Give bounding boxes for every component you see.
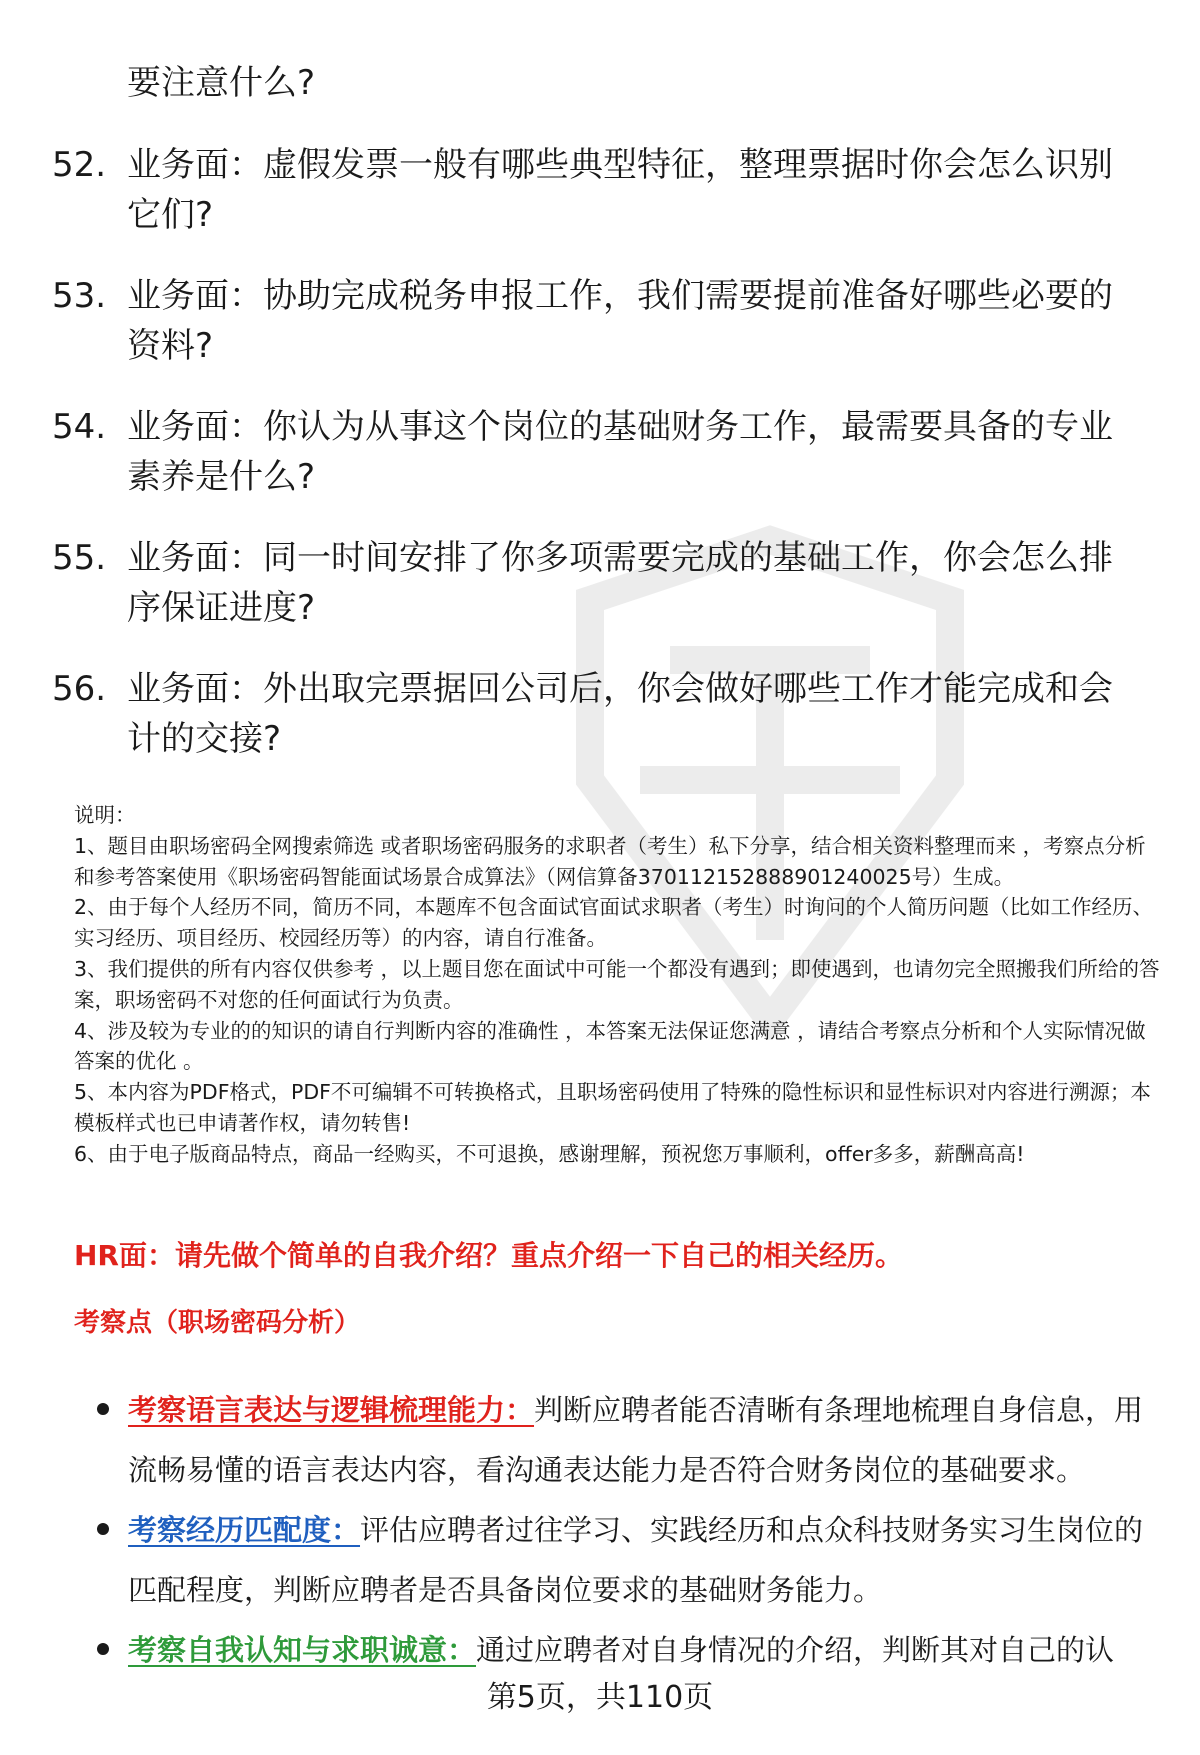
note-item: 4、涉及较为专业的的知识的请自行判断内容的准确性 ，本答案无法保证您满意 ，请结合考察点分析和个人实际情况做答案的优化 。: [74, 1018, 1146, 1074]
note-item: 6、由于电子版商品特点，商品一经购买，不可退换，感谢理解，预祝您万事顺利，offer多多，薪酬高高!: [74, 1141, 1025, 1166]
question-number: 53.: [52, 276, 107, 316]
question-item: [0, 140, 1200, 240]
question-number: 52.: [52, 145, 107, 185]
analysis-point: [0, 1620, 1148, 1680]
bullet-icon: [97, 1643, 109, 1655]
question-number: 56.: [52, 669, 107, 709]
note-item: 3、我们提供的所有内容仅供参考 ，以上题目您在面试中可能一个都没有遇到；即使遇到，也请勿完全照搬我们所给的答案，职场密码不对您的任何面试行为负责。: [74, 956, 1160, 1012]
note-item: 2、由于每个人经历不同，简历不同，本题库不包含面试官面试求职者（考生）时询问的个人简历问题（比如工作经历、实习经历、项目经历、校园经历等）的内容，请自行准备。: [74, 895, 1154, 951]
analysis-point: [0, 1500, 1148, 1620]
point-keyword: 考察自我认知与求职诚意：: [128, 1633, 477, 1667]
question-text: 业务面：同一时间安排了你多项需要完成的基础工作，你会怎么排序保证进度?: [127, 538, 1113, 628]
question-number: 54.: [52, 407, 107, 447]
notes-title: 说明：: [74, 803, 136, 827]
bullet-icon: [97, 1403, 109, 1415]
point-keyword: 考察语言表达与逻辑梳理能力：: [128, 1393, 535, 1427]
point-keyword: 考察经历匹配度：: [128, 1513, 361, 1547]
question-continuation: 要注意什么?: [127, 63, 316, 103]
question-item: [0, 402, 1200, 502]
page-footer: 第5页，共110页: [486, 1680, 714, 1715]
question-text: 业务面：协助完成税务申报工作，我们需要提前准备好哪些必要的资料?: [127, 276, 1113, 366]
disclaimer-notes: [74, 800, 1164, 1170]
point-text: 判断应聘者能否清晰有条理地梳理自身信息，用流畅易懂的语言表达内容，看沟通表达能力是否符合财务岗位的基础要求。: [128, 1393, 1144, 1487]
point-text: 通过应聘者对自身情况的介绍，判断其对自己的认: [476, 1633, 1115, 1667]
question-text: 业务面：你认为从事这个岗位的基础财务工作，最需要具备的专业素养是什么?: [127, 407, 1113, 497]
question-item: [0, 271, 1200, 371]
point-text: 评估应聘者过往学习、实践经历和点众科技财务实习生岗位的匹配程度，判断应聘者是否具备岗位要求的基础财务能力。: [128, 1513, 1144, 1607]
analysis-heading: 考察点（职场密码分析）: [74, 1308, 361, 1338]
note-item: 1、题目由职场密码全网搜索筛选 或者职场密码服务的求职者（考生）私下分享，结合相关资料整理而来 ，考察点分析和参考答案使用《职场密码智能面试场景合成算法》（网信算备370112152888901240025号）生成。: [74, 833, 1146, 889]
question-number: 55.: [52, 538, 107, 578]
analysis-point: [0, 1380, 1148, 1500]
question-text: 业务面：虚假发票一般有哪些典型特征，整理票据时你会怎么识别它们?: [127, 145, 1113, 235]
note-item: 5、本内容为PDF格式，PDF不可编辑不可转换格式，且职场密码使用了特殊的隐性标识和显性标识对内容进行溯源；本模板样式也已申请著作权，请勿转售!: [74, 1080, 1151, 1135]
question-item: [0, 533, 1200, 633]
analysis-point-list: [0, 1380, 1200, 1680]
question-list: [0, 140, 1200, 795]
hr-question-heading: HR面：请先做个简单的自我介绍？重点介绍一下自己的相关经历。: [74, 1239, 903, 1272]
question-item: [0, 664, 1200, 764]
question-text: 业务面：外出取完票据回公司后，你会做好哪些工作才能完成和会计的交接?: [127, 669, 1113, 759]
bullet-icon: [97, 1523, 109, 1535]
